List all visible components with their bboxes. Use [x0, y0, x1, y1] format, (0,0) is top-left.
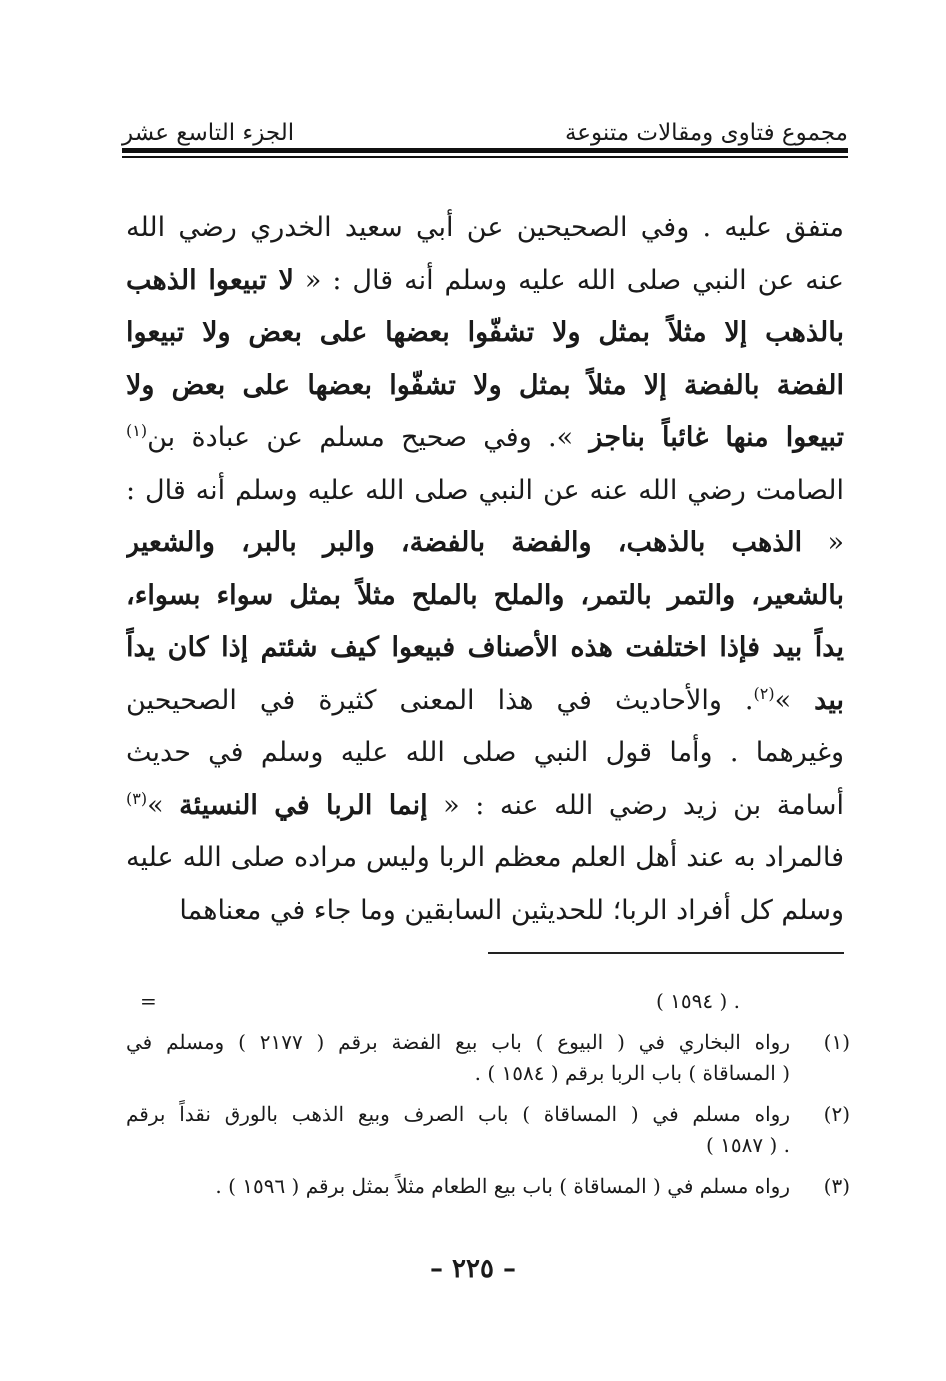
footnotes [126, 986, 850, 1212]
text-line: تبيعوا منها غائباً بناجز ». وفي صحيح مسلم عن عبادة بن$^{(١)}$ [126, 421, 844, 453]
book-title: مجموع فتاوى ومقالات متنوعة [564, 120, 848, 146]
footnote-item: (٣) رواه مسلم في ( المساقاة ) باب بيع الطعام مثلاً بمثل برقم ( ١٥٩٦ ) . [126, 1171, 850, 1202]
text-line: وسلم كل أفراد الربا؛ للحديثين السابقين وما جاء في معناهما [179, 894, 844, 926]
text-line: « الذهب بالذهب، والفضة بالفضة، والبر بالبر، والشعير [126, 527, 844, 558]
footnote-item: (١) رواه البخاري في ( البيوع ) باب بيع الفضة برقم ( ٢١٧٧ ) ومسلم في ( المساقاة ) باب الربا برقم ( ١٥٨٤ ) . [126, 1027, 850, 1089]
footnote-ref: (٣) [126, 788, 148, 808]
footnote-number: (٣) [823, 1174, 850, 1198]
hadith-quote: بالذهب إلا مثلاً بمثل ولا تشفّوا بعضها على بعض ولا تبيعوا [126, 317, 844, 348]
header-rule-thick [122, 148, 848, 153]
main-text [126, 202, 844, 937]
text-line [126, 622, 844, 675]
text-line [126, 570, 844, 623]
text-line [126, 360, 844, 413]
hadith-quote: بالشعير، والتمر بالتمر، والملح بالملح مثلاً بمثل سواء بسواء، [126, 579, 844, 611]
hadith-quote: الذهب بالذهب، والفضة بالفضة، والبر بالبر، والشعير [126, 527, 803, 558]
footnote-number: (٢) [823, 1102, 850, 1126]
footnote-continuation: . ( ١٥٩٤ ) = [140, 989, 740, 1013]
hadith-quote: تبيعوا منها غائباً بناجز [589, 422, 844, 453]
text-line: متفق عليه . وفي الصحيحين عن أبي سعيد الخدري رضي الله [126, 212, 844, 243]
header-rule-thin [122, 156, 848, 158]
volume-label: الجزء التاسع عشر [122, 120, 295, 146]
hadith-quote: بيد [814, 684, 844, 716]
footnote-separator [488, 952, 844, 954]
running-header [122, 110, 848, 146]
text-line: عنه عن النبي صلى الله عليه وسلم أنه قال : « لا تبيعوا الذهب [126, 264, 844, 296]
footnote-item: (٢) رواه مسلم في ( المساقاة ) باب الصرف وبيع الذهب بالورق نقداً برقم . ( ١٥٨٧ ) [126, 1099, 850, 1161]
footnote-number: (١) [823, 1030, 850, 1054]
text-line: فالمراد به عند أهل العلم معظم الربا وليس مراده صلى الله عليه [126, 842, 844, 873]
footnote-ref: (١) [126, 421, 148, 440]
hadith-quote: يداً بيد فإذا اختلفت هذه الأصناف فبيعوا كيف شئتم إذا كان يداً [126, 632, 844, 663]
hadith-quote: الفضة بالفضة إلا مثلاً بمثل ولا تشفّوا بعضها على بعض ولا [126, 369, 844, 401]
footnote-ref: (٢) [753, 683, 775, 703]
page-number: – ٢٢٥ – [429, 1254, 517, 1284]
text-line: الصامت رضي الله عنه عن النبي صلى الله عليه وسلم أنه قال : [126, 474, 844, 506]
text-line [126, 307, 844, 360]
hadith-quote: لا تبيعوا الذهب [126, 264, 294, 296]
text-line: أسامة بن زيد رضي الله عنه : « إنما الربا في النسيئة »$^{(٣)}$ [126, 788, 844, 821]
hadith-quote: إنما الربا في النسيئة [179, 789, 428, 821]
text-line: بيد »$^{(٢)}$. والأحاديث في هذا المعنى كثيرة في الصحيحين [126, 683, 844, 716]
text-line: وغيرهما . وأما قول النبي صلى الله عليه وسلم في حديث [126, 737, 844, 768]
